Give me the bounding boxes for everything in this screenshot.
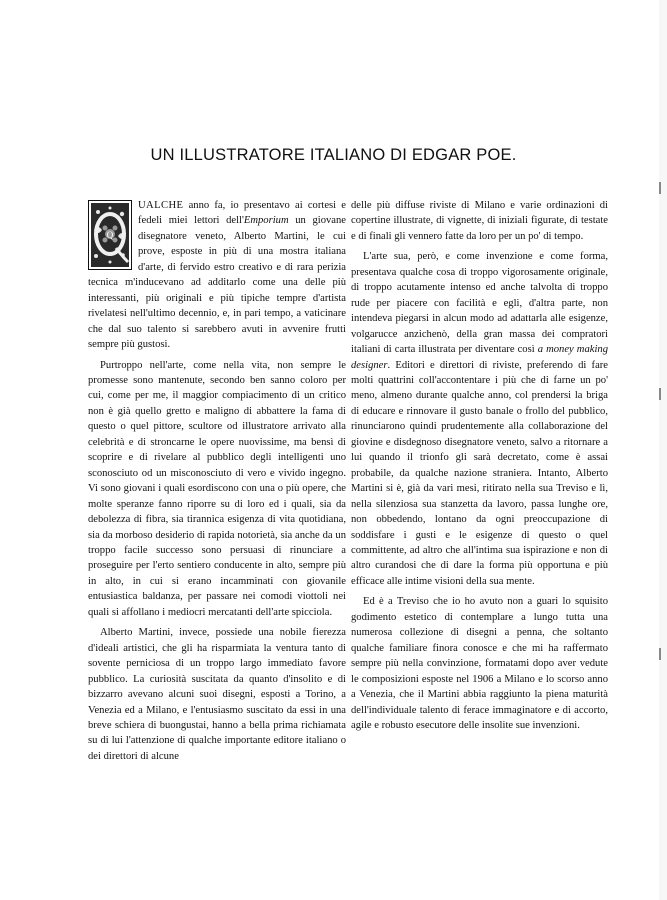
paragraph-3: Alberto Martini, invece, possiede una nobile fierezza d'ideali artistici, che gli ha risparmiata la ventura tanto di sovente perniciosa di un troppo largo immediato favore pubblico. La curiosità suscitata da quanto d'insolito e di bizzarro avevano alcuni suoi disegni, esposti a Torino, a Venezia ed a Milano, e l'entusiasmo suscitato da essi in una breve schiera di buongustai, hanno a bella prima richiamata su di lui l'attenzione di qualche importante editore italiano o dei direttori di alcune: [88, 627, 346, 762]
page-edge: [659, 0, 667, 900]
magazine-name: Emporium: [243, 215, 289, 227]
paragraph-2: Purtroppo nell'arte, come nella vita, non sempre le promesse sono mantenute, secondo ben sanno coloro per cui, come per me, il maggior compiacimento di un critico non è già quello gretto e maligno di abbattere la fama di questo o quel pittore, scultore od illustratore arrivato alla celebrità e di stroncarne le opere nuovissime, ma bensì di scoprire e di rivelare al pubblico degli intelligenti uno sconosciuto od un misconosciuto di vero e vivido ingegno. Vi sono giovani i quali esordiscono con una o più opere, che molte speranze fanno riporre su di loro ed i quali, sia da debolezza di fibra, sia tirannica esigenza di vita quotidiana, sia da morboso desiderio di rapida notorietà, sia anche da un troppo facile successo sono persuasi di rinunciare a proseguire per l'erto sentiero conducente in alto, sempre più in alto, in cui si erano incamminati con giovanile entusiastica baldanza, per passare nei comodi viottoli nei quali si affollano i mediocri mercatanti dell'arte spicciola.: [88, 359, 346, 618]
paragraph-5: L'arte sua, però, e come invenzione e come forma, presentava qualche cosa di troppo vigorosamente originale, di troppo acutamente intenso ed anche talvolta di troppo rude per piacere con facilità e egli, d'altra parte, non intendeva piegarsi in alcun modo ad adattarla alle esigenze, volgarucce anzichenò, della gran massa dei compratori italiani di carta illustrata per diventare così a money making designer. Editori e direttori di riviste, preferendo di fare molti quattrini coll'accontentare i più che di farne un po' meno, almeno durante qualche anno, col prendersi la briga di educare e rinnovare il gusto banale o frollo del pubblico, rinunciarono quindi prudentemente alla collaborazione del giovine e disdegnoso disegnatore veneto, salvo a ritornare a lui quando il trionfo gli sarà decretato, come è assai probabile, da qualche nazione straniera. Intanto, Alberto Martini si è, già da vari mesi, ritirato nella sua Treviso e lì, nella silenziosa sua stanzetta da lavoro, passa lunghe ore, non obbedendo, lontano da ogni preoccupazione di soddisfare i gusti e le esigenze di questo o quel committente, ad altro che all'intima sua ispirazione e non di altro curandosi che di dare la forma più opportuna e più efficace alle intime visioni della sua mente.: [351, 251, 608, 587]
decorated-initial-q-icon: [88, 200, 132, 270]
english-phrase: a money making designer: [351, 344, 608, 371]
edge-mark: [659, 182, 661, 194]
edge-mark: [659, 388, 661, 400]
right-column: [351, 198, 608, 733]
article-title: UN ILLUSTRATORE ITALIANO DI EDGAR POE.: [150, 146, 517, 164]
paragraph-6: Ed è a Treviso che io ho avuto non a guari lo squisito godimento estetico di contemplare a lungo tutta una numerosa collezione di disegni a penna, che soltanto qualche familiare finora conosce e che mi ha raffermato sempre più nella convinzione, formatami dopo aver vedute le composizioni esposte nel 1906 a Milano e lo scorso anno a Venezia, che il Martini abbia raggiunto la piena maturità dell'individuale talento di ferace immaginatore e di accorto, agile e robusto esecutore delle insolite sue invenzioni.: [351, 596, 608, 731]
opening-word: UALCHE: [138, 200, 184, 211]
paragraph-1: Q UALCHE anno fa, io presentavo ai cortesi e fedeli miei lettori dell'Emporium un giovane disegnatore veneto, Alberto Martini, le cui prove, esposte in più di una mostra italiana d'arte, di fervido estro creativo e di rara perizia tecnica m'inducevano ad additarlo come una delle più interessanti, più originali e più tipiche tempre d'artista rivelatesi nell'ultimo decennio, e, in pari tempo, a vaticinare che dal suo talento si sarebbero avuti in avvenire frutti sempre più gustosi.: [88, 200, 346, 351]
left-column: [88, 198, 346, 764]
svg-text:Q: Q: [106, 230, 114, 240]
paragraph-4: delle più diffuse riviste di Milano e varie ordinazioni di copertine illustrate, di vignette, di iniziali figurate, di testate e di finali gli vennero fatte da loro per un po' di tempo.: [351, 200, 608, 242]
edge-mark: [659, 648, 661, 660]
